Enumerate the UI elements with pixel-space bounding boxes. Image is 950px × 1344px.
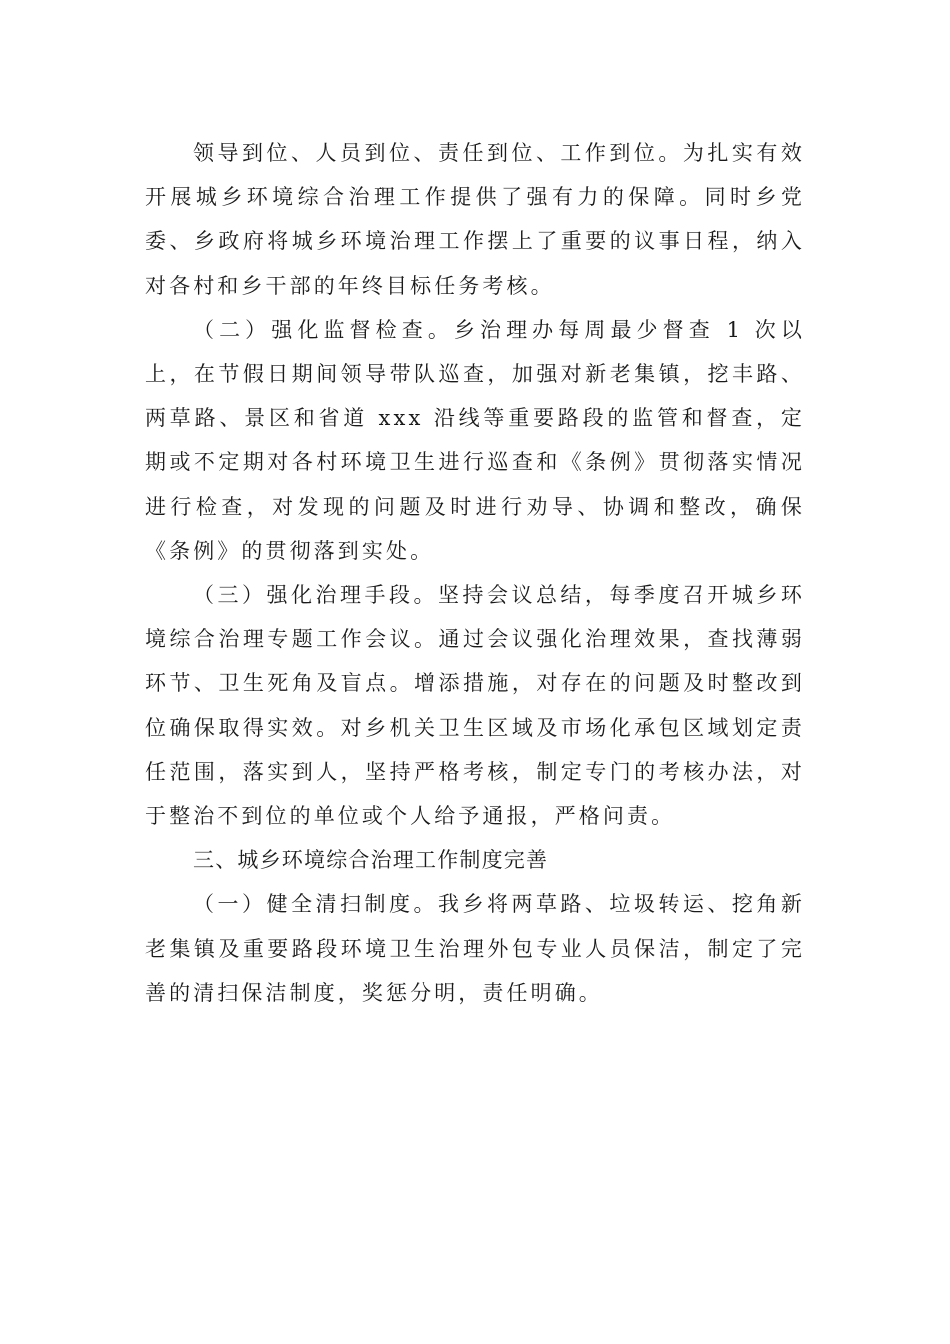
section-heading: 三、城乡环境综合治理工作制度完善 [193,848,549,873]
paragraph-governance-means: （三）强化治理手段。坚持会议总结，每季度召开城乡环境综合治理专题工作会议。通过会议强化治理效果，查找薄弱环节、卫生死角及盲点。增添措施，对存在的问题及时整改到位确保取得实效。对乡机关卫生区域及市场化承包区域划定责任范围，落实到人，坚持严格考核，制定专门的考核办法，对于整治不到位的单位或个人给予通报，严格问责。 [145,583,805,829]
paragraph-responsibility: 领导到位、人员到位、责任到位、工作到位。为扎实有效开展城乡环境综合治理工作提供了强有力的保障。同时乡党委、乡政府将城乡环境治理工作摆上了重要的议事日程，纳入对各村和乡干部的年终目标任务考核。 [145,141,805,298]
document-body [145,131,805,1015]
paragraph-supervision: （二）强化监督检查。乡治理办每周最少督查 1 次以上，在节假日期间领导带队巡查，加强对新老集镇，挖丰路、两草路、景区和省道 xxx 沿线等重要路段的监管和督查，定期或不定期对各村环境卫生进行巡查和《条例》贯彻落实情况进行检查，对发现的问题及时进行劝导、协调和整改，确保《条例》的贯彻落到实处。 [145,317,805,563]
paragraph-cleaning-system: （一）健全清扫制度。我乡将两草路、垃圾转运、挖角新老集镇及重要路段环境卫生治理外包专业人员保洁，制定了完善的清扫保洁制度，奖惩分明，责任明确。 [145,892,805,1005]
